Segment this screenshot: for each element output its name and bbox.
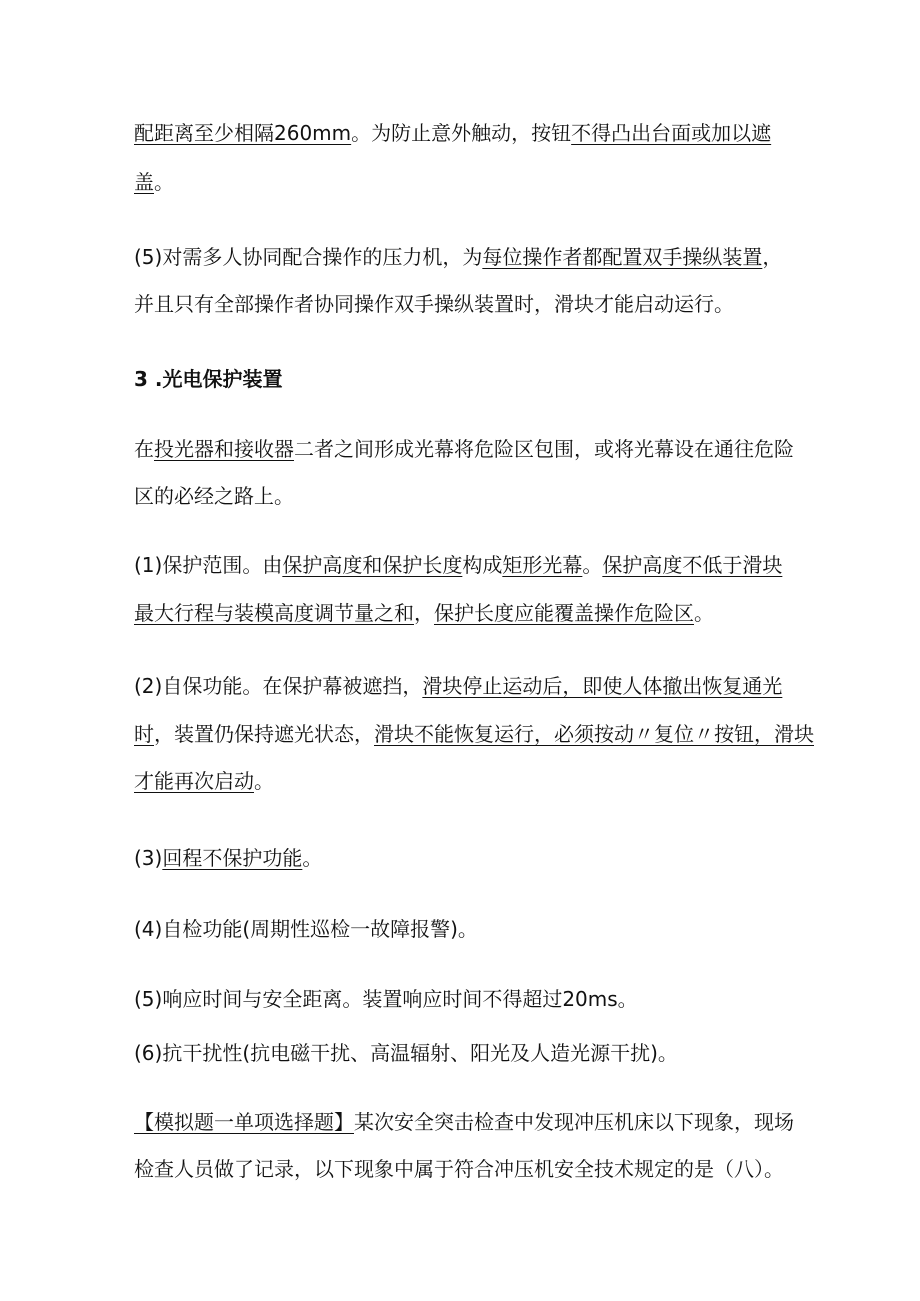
p1-line-2 xyxy=(134,598,794,628)
section3-intro-line-2: 区的必经之路上。 xyxy=(134,484,294,508)
text: (1)保护范围。由 xyxy=(134,553,283,577)
underlined-text: 矩形光幕 xyxy=(502,553,583,577)
p2-line-2 xyxy=(134,719,814,749)
underlined-text: 滑块停止运动后，即使人体撤出恢复通光 xyxy=(422,674,783,698)
underlined-text: 配距离至少相隔260mm xyxy=(134,121,352,145)
intro-line-2 xyxy=(134,167,794,197)
text: 。 xyxy=(694,601,714,625)
text: 。 xyxy=(582,553,603,577)
underlined-text: 保护高度和保护长度 xyxy=(282,553,463,577)
underlined-text: 时 xyxy=(134,722,154,746)
underlined-text: 不得凸出台面或加以遮 xyxy=(571,121,772,145)
underlined-text: 投光器和接收器 xyxy=(154,437,294,461)
text: ，装置仍保持遮光状态， xyxy=(154,722,374,746)
underlined-text: 盖 xyxy=(134,170,154,194)
p6-line: (6)抗干扰性(抗电磁干扰、高温辐射、阳光及人造光源干扰)。 xyxy=(134,1041,678,1065)
text: ， xyxy=(414,601,434,625)
underlined-text: 保护高度不低于滑块 xyxy=(602,553,783,577)
section3-intro-line-1 xyxy=(134,434,794,464)
text: 。 xyxy=(154,170,174,194)
underlined-text: 保护长度应能覆盖操作危险区 xyxy=(434,601,694,625)
intro-line-1 xyxy=(134,118,794,148)
underlined-text: 每位操作者都配置双手操纵装置 xyxy=(482,245,763,269)
underlined-text: 【模拟题一单项选择题】 xyxy=(134,1110,354,1134)
underlined-text: 滑块不能恢复运行，必须按动〃复位〃按钮，滑块 xyxy=(374,722,814,746)
p4-line: (4)自检功能(周期性巡检一故障报警)。 xyxy=(134,917,478,941)
p1-line-1 xyxy=(134,550,794,580)
text: 。 xyxy=(302,846,323,870)
text: 在 xyxy=(134,437,154,461)
text: ， xyxy=(762,245,783,269)
text: 某次安全突击检查中发现冲压机床以下现象，现场 xyxy=(354,1110,794,1134)
question-line-2: 检查人员做了记录，以下现象中属于符合冲压机安全技术规定的是（八）。 xyxy=(134,1157,784,1181)
section-3-heading: 3 .光电保护装置 xyxy=(134,367,283,391)
p2-line-1 xyxy=(134,671,794,701)
item5-line-2: 并且只有全部操作者协同操作双手操纵装置时，滑块才能启动运行。 xyxy=(134,292,734,316)
p2-line-3 xyxy=(134,766,794,796)
p5-line: (5)响应时间与安全距离。装置响应时间不得超过20ms。 xyxy=(134,987,638,1011)
text: 。 xyxy=(254,769,274,793)
text: (5)对需多人协同配合操作的压力机，为 xyxy=(134,245,483,269)
item5-line-1 xyxy=(134,242,794,272)
text: 二者之间形成光幕将危险区包围，或将光幕设在通往危险 xyxy=(294,437,794,461)
underlined-text: 最大行程与装模高度调节量之和 xyxy=(134,601,414,625)
text: (2)自保功能。在保护幕被遮挡， xyxy=(134,674,423,698)
underlined-text: 回程不保护功能 xyxy=(162,846,303,870)
text: 构成 xyxy=(462,553,503,577)
question-line-1 xyxy=(134,1107,794,1137)
text: (3) xyxy=(134,846,163,870)
text: 。为防止意外触动，按钮 xyxy=(351,121,572,145)
underlined-text: 才能再次启动 xyxy=(134,769,254,793)
p3-line xyxy=(134,843,794,873)
